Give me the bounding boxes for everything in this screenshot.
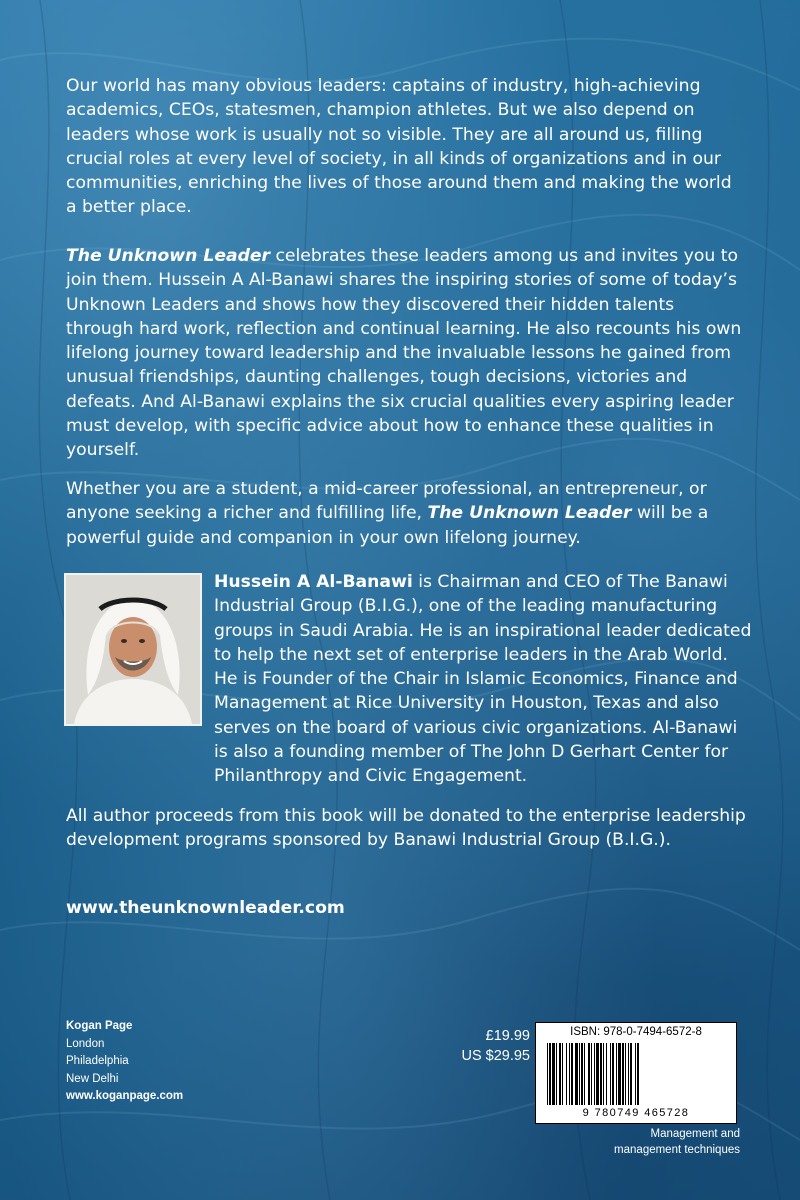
category-line: management techniques <box>614 1144 740 1156</box>
publisher-website-link[interactable]: www.koganpage.com <box>66 1090 184 1102</box>
barcode-bar <box>603 1043 604 1105</box>
barcode-bar <box>584 1043 585 1105</box>
author-name: Hussein A Al-Banawi <box>214 572 413 592</box>
blurb-paragraph-3-pre: Whether you are a student, a mid-career professional, an entrepreneur, or anyone seeking a richer and fulfilling life, <box>66 479 707 524</box>
blurb-paragraph-3 <box>66 477 746 550</box>
barcode-bars <box>545 1043 727 1105</box>
category-line: Management and <box>650 1128 740 1140</box>
barcode-bar <box>622 1043 624 1105</box>
barcode-bar <box>581 1043 583 1105</box>
author-bio <box>214 570 754 789</box>
barcode-bar <box>591 1043 592 1105</box>
publisher-city: London <box>66 1037 105 1050</box>
barcode-bar <box>610 1043 611 1105</box>
publisher-city: New Delhi <box>66 1072 119 1085</box>
barcode-bar <box>594 1043 595 1105</box>
publisher-name: Kogan Page <box>66 1020 133 1032</box>
blurb-paragraph-2-text: celebrates these leaders among us and invites you to join them. Hussein A Al-Banawi shares the inspiring stories of some of today’s Unknown Leaders and shows how they discovered their hidden talents through hard work, reflection and continual learning. He also recounts his own lifelong journey toward leadership and the invaluable lessons he gained from unusual friendships, daunting challenges, tough decisions, victories and defeats. And Al-Banawi explains the six crucial qualities every aspiring leader must develop, with specific advice about how to enhance these qualities in yourself. <box>66 246 742 461</box>
barcode-bar <box>625 1043 626 1105</box>
price-usd: US $29.95 <box>461 1048 530 1064</box>
barcode-bar <box>571 1043 573 1105</box>
isbn-label: ISBN: 978-0-7494-6572-8 <box>570 1026 702 1038</box>
barcode-bar <box>569 1043 570 1105</box>
barcode-bar <box>596 1043 599 1105</box>
barcode-bar <box>618 1043 621 1105</box>
barcode-bar <box>600 1043 602 1105</box>
book-title-inline: The Unknown Leader <box>66 246 271 266</box>
barcode-bar <box>628 1043 629 1105</box>
barcode-bar <box>559 1043 561 1105</box>
barcode-bar <box>556 1043 557 1105</box>
publisher-city: Philadelphia <box>66 1055 129 1067</box>
barcode-bar <box>637 1043 639 1105</box>
blurb-paragraph-2 <box>66 244 746 463</box>
barcode-bar <box>575 1043 578 1105</box>
price-block <box>440 1026 530 1066</box>
barcode-bar <box>606 1043 607 1105</box>
barcode-bar <box>547 1043 548 1105</box>
author-photo <box>64 573 202 726</box>
author-bio-text: is Chairman and CEO of The Banawi Industrial Group (B.I.G.), one of the leading manufacturing groups in Saudi Arabia. He is an inspirational leader dedicated to help the next set of enterprise leaders in the Arab World. He is Founder of the Chair in Islamic Economics, Finance and Management at Rice University in Houston, Texas and also serves on the board of various civic organizations. Al-Banawi is also a founding member of The John D Gerhart Center for Philanthropy and Civic Engagement. <box>214 572 752 787</box>
book-website-link[interactable]: www.theunknownleader.com <box>66 898 345 918</box>
subject-category <box>560 1126 740 1158</box>
barcode-bar <box>552 1043 555 1105</box>
barcode-bar <box>579 1043 580 1105</box>
blurb-paragraph-1: Our world has many obvious leaders: captains of industry, high-achieving academics, CEOs, statesmen, champion athletes. But we also depend on leaders whose work is usually not so visible. They are all around us, filling crucial roles at every level of society, in all kinds of organizations and in our communities, enriching the lives of those around them and making the world a better place. <box>66 76 732 218</box>
blurb-paragraph-3-post: will be a powerful guide and companion in your own lifelong journey. <box>66 503 709 548</box>
barcode-bar <box>612 1043 614 1105</box>
barcode-bar <box>588 1043 590 1105</box>
barcode-digits: 9 780749 465728 <box>582 1107 690 1119</box>
price-gbp: £19.99 <box>485 1028 530 1044</box>
isbn-barcode <box>535 1022 737 1124</box>
barcode-bar <box>549 1043 551 1105</box>
book-title-inline: The Unknown Leader <box>427 503 632 524</box>
barcode-bar <box>616 1043 617 1105</box>
publisher-block <box>66 1018 183 1106</box>
proceeds-note: All author proceeds from this book will be donated to the enterprise leadership development programs sponsored by Banawi Industrial Group (B.I.G.). <box>66 806 746 851</box>
barcode-bar <box>630 1043 632 1105</box>
barcode-bar <box>566 1043 567 1105</box>
barcode-bar <box>562 1043 563 1105</box>
barcode-bar <box>635 1043 636 1105</box>
